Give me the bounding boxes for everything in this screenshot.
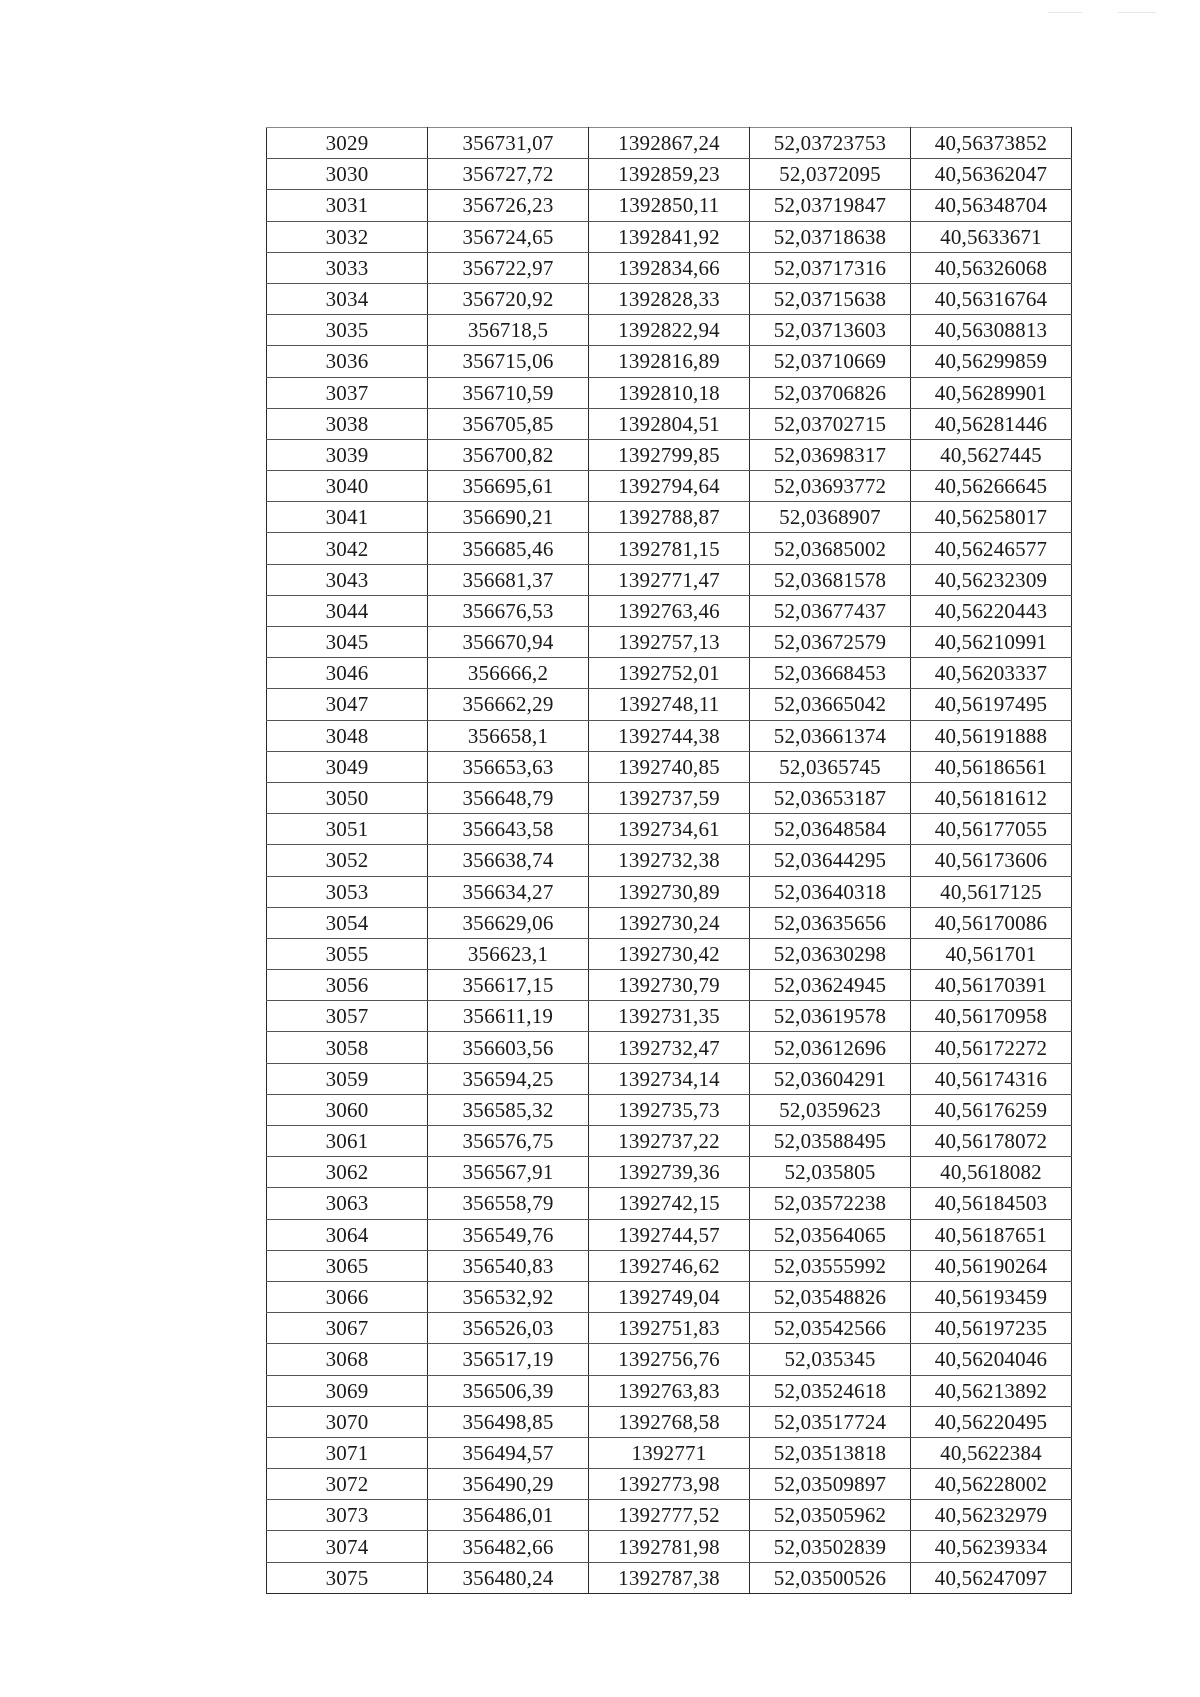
latitude-cell: 52,03619578: [750, 1001, 911, 1032]
point-number-cell: 3035: [267, 315, 428, 346]
point-number-cell: 3052: [267, 845, 428, 876]
table-row: [267, 190, 1072, 221]
y-coordinate-cell: 1392730,79: [589, 970, 750, 1001]
point-number-cell: 3029: [267, 128, 428, 159]
longitude-cell: 40,5618082: [911, 1157, 1072, 1188]
x-coordinate-cell: 356576,75: [428, 1126, 589, 1157]
table-row: [267, 159, 1072, 190]
y-coordinate-cell: 1392828,33: [589, 283, 750, 314]
table-row: [267, 408, 1072, 439]
latitude-cell: 52,03644295: [750, 845, 911, 876]
point-number-cell: 3054: [267, 907, 428, 938]
latitude-cell: 52,03693772: [750, 471, 911, 502]
y-coordinate-cell: 1392744,38: [589, 720, 750, 751]
longitude-cell: 40,56258017: [911, 502, 1072, 533]
table-row: [267, 1063, 1072, 1094]
table-row: [267, 128, 1072, 159]
y-coordinate-cell: 1392732,47: [589, 1032, 750, 1063]
longitude-cell: 40,56176259: [911, 1094, 1072, 1125]
x-coordinate-cell: 356720,92: [428, 283, 589, 314]
longitude-cell: 40,56191888: [911, 720, 1072, 751]
point-number-cell: 3055: [267, 938, 428, 969]
table-row: [267, 346, 1072, 377]
coordinates-table: [266, 127, 1072, 1594]
latitude-cell: 52,03672579: [750, 627, 911, 658]
longitude-cell: 40,56213892: [911, 1375, 1072, 1406]
y-coordinate-cell: 1392841,92: [589, 221, 750, 252]
y-coordinate-cell: 1392781,15: [589, 533, 750, 564]
table-row: [267, 970, 1072, 1001]
table-row: [267, 439, 1072, 470]
latitude-cell: 52,03698317: [750, 439, 911, 470]
latitude-cell: 52,03500526: [750, 1562, 911, 1593]
point-number-cell: 3037: [267, 377, 428, 408]
latitude-cell: 52,03719847: [750, 190, 911, 221]
y-coordinate-cell: 1392739,36: [589, 1157, 750, 1188]
x-coordinate-cell: 356517,19: [428, 1344, 589, 1375]
x-coordinate-cell: 356532,92: [428, 1281, 589, 1312]
y-coordinate-cell: 1392734,61: [589, 814, 750, 845]
longitude-cell: 40,56210991: [911, 627, 1072, 658]
x-coordinate-cell: 356617,15: [428, 970, 589, 1001]
longitude-cell: 40,56289901: [911, 377, 1072, 408]
x-coordinate-cell: 356638,74: [428, 845, 589, 876]
table-row: [267, 1500, 1072, 1531]
longitude-cell: 40,56193459: [911, 1281, 1072, 1312]
point-number-cell: 3030: [267, 159, 428, 190]
y-coordinate-cell: 1392737,59: [589, 782, 750, 813]
longitude-cell: 40,56170086: [911, 907, 1072, 938]
point-number-cell: 3067: [267, 1313, 428, 1344]
latitude-cell: 52,03665042: [750, 689, 911, 720]
y-coordinate-cell: 1392768,58: [589, 1406, 750, 1437]
point-number-cell: 3051: [267, 814, 428, 845]
longitude-cell: 40,56299859: [911, 346, 1072, 377]
x-coordinate-cell: 356695,61: [428, 471, 589, 502]
point-number-cell: 3050: [267, 782, 428, 813]
table-row: [267, 1001, 1072, 1032]
table-row: [267, 1250, 1072, 1281]
x-coordinate-cell: 356540,83: [428, 1250, 589, 1281]
x-coordinate-cell: 356718,5: [428, 315, 589, 346]
scan-artifact-mark: [1118, 12, 1156, 13]
table-row: [267, 1437, 1072, 1468]
y-coordinate-cell: 1392763,46: [589, 595, 750, 626]
table-row: [267, 627, 1072, 658]
longitude-cell: 40,56178072: [911, 1126, 1072, 1157]
table-row: [267, 1157, 1072, 1188]
point-number-cell: 3073: [267, 1500, 428, 1531]
point-number-cell: 3062: [267, 1157, 428, 1188]
point-number-cell: 3032: [267, 221, 428, 252]
y-coordinate-cell: 1392771,47: [589, 564, 750, 595]
scan-artifact-mark: [1048, 12, 1082, 13]
y-coordinate-cell: 1392748,11: [589, 689, 750, 720]
latitude-cell: 52,0359623: [750, 1094, 911, 1125]
x-coordinate-cell: 356690,21: [428, 502, 589, 533]
x-coordinate-cell: 356526,03: [428, 1313, 589, 1344]
longitude-cell: 40,56348704: [911, 190, 1072, 221]
y-coordinate-cell: 1392731,35: [589, 1001, 750, 1032]
latitude-cell: 52,03513818: [750, 1437, 911, 1468]
point-number-cell: 3038: [267, 408, 428, 439]
table-row: [267, 1219, 1072, 1250]
table-row: [267, 1094, 1072, 1125]
y-coordinate-cell: 1392730,42: [589, 938, 750, 969]
point-number-cell: 3039: [267, 439, 428, 470]
table-row: [267, 720, 1072, 751]
latitude-cell: 52,03624945: [750, 970, 911, 1001]
longitude-cell: 40,56174316: [911, 1063, 1072, 1094]
x-coordinate-cell: 356722,97: [428, 252, 589, 283]
y-coordinate-cell: 1392794,64: [589, 471, 750, 502]
latitude-cell: 52,0372095: [750, 159, 911, 190]
point-number-cell: 3046: [267, 658, 428, 689]
longitude-cell: 40,56186561: [911, 751, 1072, 782]
x-coordinate-cell: 356498,85: [428, 1406, 589, 1437]
y-coordinate-cell: 1392859,23: [589, 159, 750, 190]
longitude-cell: 40,56266645: [911, 471, 1072, 502]
x-coordinate-cell: 356623,1: [428, 938, 589, 969]
point-number-cell: 3066: [267, 1281, 428, 1312]
latitude-cell: 52,03588495: [750, 1126, 911, 1157]
x-coordinate-cell: 356634,27: [428, 876, 589, 907]
latitude-cell: 52,03661374: [750, 720, 911, 751]
point-number-cell: 3057: [267, 1001, 428, 1032]
y-coordinate-cell: 1392822,94: [589, 315, 750, 346]
longitude-cell: 40,56173606: [911, 845, 1072, 876]
x-coordinate-cell: 356482,66: [428, 1531, 589, 1562]
latitude-cell: 52,0368907: [750, 502, 911, 533]
longitude-cell: 40,56177055: [911, 814, 1072, 845]
y-coordinate-cell: 1392773,98: [589, 1469, 750, 1500]
latitude-cell: 52,03502839: [750, 1531, 911, 1562]
latitude-cell: 52,03524618: [750, 1375, 911, 1406]
latitude-cell: 52,03572238: [750, 1188, 911, 1219]
table-row: [267, 471, 1072, 502]
latitude-cell: 52,03555992: [750, 1250, 911, 1281]
latitude-cell: 52,03517724: [750, 1406, 911, 1437]
longitude-cell: 40,56228002: [911, 1469, 1072, 1500]
point-number-cell: 3036: [267, 346, 428, 377]
latitude-cell: 52,03509897: [750, 1469, 911, 1500]
longitude-cell: 40,56181612: [911, 782, 1072, 813]
x-coordinate-cell: 356648,79: [428, 782, 589, 813]
latitude-cell: 52,035805: [750, 1157, 911, 1188]
x-coordinate-cell: 356567,91: [428, 1157, 589, 1188]
longitude-cell: 40,56190264: [911, 1250, 1072, 1281]
x-coordinate-cell: 356643,58: [428, 814, 589, 845]
point-number-cell: 3031: [267, 190, 428, 221]
table-row: [267, 283, 1072, 314]
longitude-cell: 40,56308813: [911, 315, 1072, 346]
point-number-cell: 3063: [267, 1188, 428, 1219]
point-number-cell: 3074: [267, 1531, 428, 1562]
x-coordinate-cell: 356653,63: [428, 751, 589, 782]
y-coordinate-cell: 1392757,13: [589, 627, 750, 658]
point-number-cell: 3033: [267, 252, 428, 283]
x-coordinate-cell: 356490,29: [428, 1469, 589, 1500]
point-number-cell: 3041: [267, 502, 428, 533]
longitude-cell: 40,56220443: [911, 595, 1072, 626]
latitude-cell: 52,03548826: [750, 1281, 911, 1312]
table-row: [267, 595, 1072, 626]
latitude-cell: 52,03640318: [750, 876, 911, 907]
point-number-cell: 3068: [267, 1344, 428, 1375]
coordinates-table-body: [267, 128, 1072, 1594]
table-row: [267, 845, 1072, 876]
table-row: [267, 814, 1072, 845]
table-row: [267, 1126, 1072, 1157]
point-number-cell: 3044: [267, 595, 428, 626]
longitude-cell: 40,56246577: [911, 533, 1072, 564]
latitude-cell: 52,03505962: [750, 1500, 911, 1531]
x-coordinate-cell: 356594,25: [428, 1063, 589, 1094]
latitude-cell: 52,03723753: [750, 128, 911, 159]
table-row: [267, 1281, 1072, 1312]
x-coordinate-cell: 356662,29: [428, 689, 589, 720]
longitude-cell: 40,56197235: [911, 1313, 1072, 1344]
longitude-cell: 40,56316764: [911, 283, 1072, 314]
x-coordinate-cell: 356558,79: [428, 1188, 589, 1219]
x-coordinate-cell: 356731,07: [428, 128, 589, 159]
longitude-cell: 40,56170391: [911, 970, 1072, 1001]
y-coordinate-cell: 1392740,85: [589, 751, 750, 782]
latitude-cell: 52,0365745: [750, 751, 911, 782]
y-coordinate-cell: 1392737,22: [589, 1126, 750, 1157]
longitude-cell: 40,56187651: [911, 1219, 1072, 1250]
x-coordinate-cell: 356486,01: [428, 1500, 589, 1531]
x-coordinate-cell: 356666,2: [428, 658, 589, 689]
y-coordinate-cell: 1392787,38: [589, 1562, 750, 1593]
table-row: [267, 1313, 1072, 1344]
table-row: [267, 876, 1072, 907]
point-number-cell: 3065: [267, 1250, 428, 1281]
x-coordinate-cell: 356658,1: [428, 720, 589, 751]
latitude-cell: 52,03604291: [750, 1063, 911, 1094]
point-number-cell: 3064: [267, 1219, 428, 1250]
point-number-cell: 3072: [267, 1469, 428, 1500]
longitude-cell: 40,56184503: [911, 1188, 1072, 1219]
x-coordinate-cell: 356710,59: [428, 377, 589, 408]
table-row: [267, 658, 1072, 689]
x-coordinate-cell: 356727,72: [428, 159, 589, 190]
latitude-cell: 52,03653187: [750, 782, 911, 813]
longitude-cell: 40,56373852: [911, 128, 1072, 159]
latitude-cell: 52,03717316: [750, 252, 911, 283]
point-number-cell: 3034: [267, 283, 428, 314]
x-coordinate-cell: 356585,32: [428, 1094, 589, 1125]
latitude-cell: 52,03702715: [750, 408, 911, 439]
x-coordinate-cell: 356494,57: [428, 1437, 589, 1468]
latitude-cell: 52,03648584: [750, 814, 911, 845]
x-coordinate-cell: 356480,24: [428, 1562, 589, 1593]
point-number-cell: 3040: [267, 471, 428, 502]
table-row: [267, 782, 1072, 813]
latitude-cell: 52,03668453: [750, 658, 911, 689]
point-number-cell: 3049: [267, 751, 428, 782]
y-coordinate-cell: 1392756,76: [589, 1344, 750, 1375]
table-row: [267, 1531, 1072, 1562]
latitude-cell: 52,03677437: [750, 595, 911, 626]
longitude-cell: 40,5617125: [911, 876, 1072, 907]
longitude-cell: 40,56220495: [911, 1406, 1072, 1437]
longitude-cell: 40,561701: [911, 938, 1072, 969]
y-coordinate-cell: 1392834,66: [589, 252, 750, 283]
point-number-cell: 3070: [267, 1406, 428, 1437]
longitude-cell: 40,56204046: [911, 1344, 1072, 1375]
table-row: [267, 1344, 1072, 1375]
x-coordinate-cell: 356629,06: [428, 907, 589, 938]
table-row: [267, 377, 1072, 408]
x-coordinate-cell: 356549,76: [428, 1219, 589, 1250]
point-number-cell: 3061: [267, 1126, 428, 1157]
table-row: [267, 1406, 1072, 1437]
latitude-cell: 52,03612696: [750, 1032, 911, 1063]
table-row: [267, 751, 1072, 782]
latitude-cell: 52,03681578: [750, 564, 911, 595]
longitude-cell: 40,56172272: [911, 1032, 1072, 1063]
x-coordinate-cell: 356700,82: [428, 439, 589, 470]
y-coordinate-cell: 1392744,57: [589, 1219, 750, 1250]
y-coordinate-cell: 1392788,87: [589, 502, 750, 533]
point-number-cell: 3058: [267, 1032, 428, 1063]
x-coordinate-cell: 356681,37: [428, 564, 589, 595]
y-coordinate-cell: 1392734,14: [589, 1063, 750, 1094]
latitude-cell: 52,03718638: [750, 221, 911, 252]
y-coordinate-cell: 1392730,89: [589, 876, 750, 907]
point-number-cell: 3042: [267, 533, 428, 564]
table-row: [267, 1188, 1072, 1219]
point-number-cell: 3060: [267, 1094, 428, 1125]
latitude-cell: 52,03564065: [750, 1219, 911, 1250]
longitude-cell: 40,5622384: [911, 1437, 1072, 1468]
longitude-cell: 40,5627445: [911, 439, 1072, 470]
table-row: [267, 252, 1072, 283]
y-coordinate-cell: 1392732,38: [589, 845, 750, 876]
table-row: [267, 315, 1072, 346]
longitude-cell: 40,56326068: [911, 252, 1072, 283]
latitude-cell: 52,03715638: [750, 283, 911, 314]
table-row: [267, 907, 1072, 938]
y-coordinate-cell: 1392810,18: [589, 377, 750, 408]
x-coordinate-cell: 356726,23: [428, 190, 589, 221]
x-coordinate-cell: 356506,39: [428, 1375, 589, 1406]
y-coordinate-cell: 1392751,83: [589, 1313, 750, 1344]
table-row: [267, 938, 1072, 969]
longitude-cell: 40,56197495: [911, 689, 1072, 720]
point-number-cell: 3047: [267, 689, 428, 720]
longitude-cell: 40,56170958: [911, 1001, 1072, 1032]
latitude-cell: 52,03710669: [750, 346, 911, 377]
longitude-cell: 40,56281446: [911, 408, 1072, 439]
latitude-cell: 52,03635656: [750, 907, 911, 938]
y-coordinate-cell: 1392804,51: [589, 408, 750, 439]
point-number-cell: 3059: [267, 1063, 428, 1094]
latitude-cell: 52,03706826: [750, 377, 911, 408]
x-coordinate-cell: 356611,19: [428, 1001, 589, 1032]
table-row: [267, 564, 1072, 595]
longitude-cell: 40,56362047: [911, 159, 1072, 190]
y-coordinate-cell: 1392749,04: [589, 1281, 750, 1312]
longitude-cell: 40,56247097: [911, 1562, 1072, 1593]
table-row: [267, 1562, 1072, 1593]
y-coordinate-cell: 1392816,89: [589, 346, 750, 377]
y-coordinate-cell: 1392746,62: [589, 1250, 750, 1281]
y-coordinate-cell: 1392730,24: [589, 907, 750, 938]
point-number-cell: 3048: [267, 720, 428, 751]
point-number-cell: 3043: [267, 564, 428, 595]
y-coordinate-cell: 1392850,11: [589, 190, 750, 221]
latitude-cell: 52,03685002: [750, 533, 911, 564]
point-number-cell: 3045: [267, 627, 428, 658]
y-coordinate-cell: 1392799,85: [589, 439, 750, 470]
point-number-cell: 3069: [267, 1375, 428, 1406]
table-row: [267, 502, 1072, 533]
y-coordinate-cell: 1392777,52: [589, 1500, 750, 1531]
table-row: [267, 1375, 1072, 1406]
longitude-cell: 40,56239334: [911, 1531, 1072, 1562]
point-number-cell: 3075: [267, 1562, 428, 1593]
latitude-cell: 52,03713603: [750, 315, 911, 346]
longitude-cell: 40,56232309: [911, 564, 1072, 595]
point-number-cell: 3056: [267, 970, 428, 1001]
x-coordinate-cell: 356705,85: [428, 408, 589, 439]
latitude-cell: 52,035345: [750, 1344, 911, 1375]
table-row: [267, 689, 1072, 720]
point-number-cell: 3071: [267, 1437, 428, 1468]
y-coordinate-cell: 1392771: [589, 1437, 750, 1468]
longitude-cell: 40,56203337: [911, 658, 1072, 689]
table-row: [267, 221, 1072, 252]
y-coordinate-cell: 1392742,15: [589, 1188, 750, 1219]
x-coordinate-cell: 356724,65: [428, 221, 589, 252]
y-coordinate-cell: 1392735,73: [589, 1094, 750, 1125]
latitude-cell: 52,03542566: [750, 1313, 911, 1344]
x-coordinate-cell: 356603,56: [428, 1032, 589, 1063]
x-coordinate-cell: 356685,46: [428, 533, 589, 564]
y-coordinate-cell: 1392781,98: [589, 1531, 750, 1562]
table-row: [267, 533, 1072, 564]
latitude-cell: 52,03630298: [750, 938, 911, 969]
x-coordinate-cell: 356670,94: [428, 627, 589, 658]
table-row: [267, 1032, 1072, 1063]
y-coordinate-cell: 1392752,01: [589, 658, 750, 689]
point-number-cell: 3053: [267, 876, 428, 907]
x-coordinate-cell: 356676,53: [428, 595, 589, 626]
y-coordinate-cell: 1392763,83: [589, 1375, 750, 1406]
x-coordinate-cell: 356715,06: [428, 346, 589, 377]
longitude-cell: 40,5633671: [911, 221, 1072, 252]
table-row: [267, 1469, 1072, 1500]
longitude-cell: 40,56232979: [911, 1500, 1072, 1531]
y-coordinate-cell: 1392867,24: [589, 128, 750, 159]
